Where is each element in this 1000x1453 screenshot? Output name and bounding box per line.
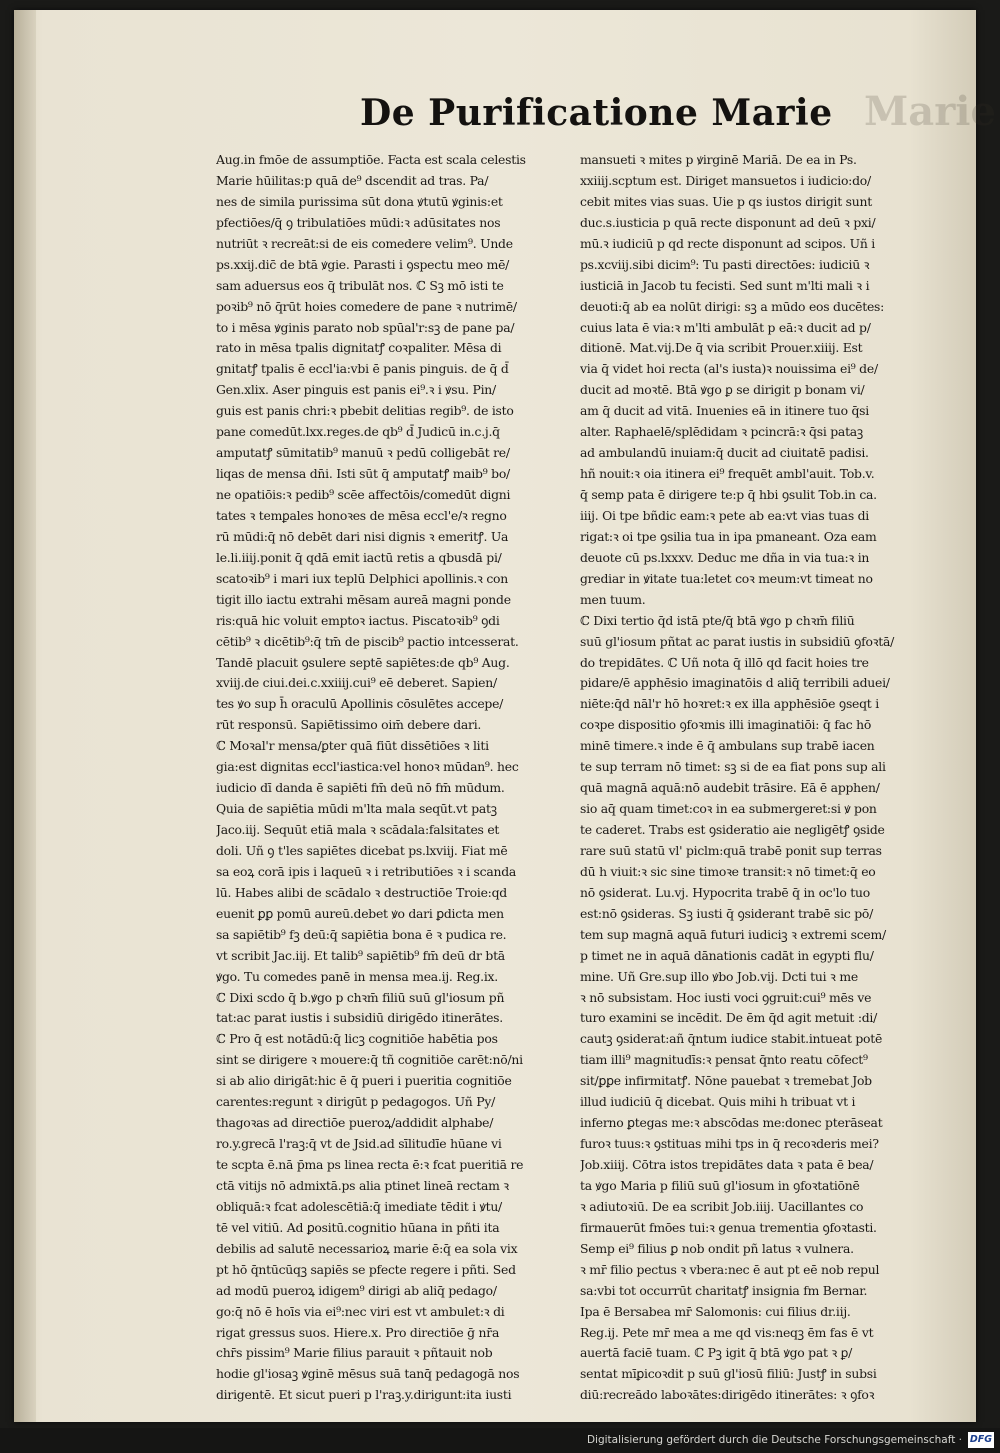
text-line: niēte:q̄d nāl'r hō hoꝛret:ꝛ ex illa apphēsiōe ꝯseqt i [580, 696, 879, 712]
text-line: inferno ꝑtegas me:ꝛ abscōdas me:donec pterāseat [580, 1115, 883, 1131]
text-line: iudicio dī danda ē sapiēti fm̄ deū nō fm̄ mūdum. [216, 780, 505, 796]
text-line: le.li.iiij.ponit q̄ qdā emit iactū retis a qbusdā pi/ [216, 549, 502, 565]
text-line: Ipa ē Bersabea mr̄ Salomonis: cui filius dr.iij. [580, 1303, 851, 1319]
text-line: ta ꝟgo Maria p filiū suū gl'iosum in ꝯfoꝛtatiōnē [580, 1177, 860, 1193]
text-line: obliquā:ꝛ fcat adolescētiā:q̄ imediate tēdit i ꝟtu/ [216, 1198, 502, 1214]
text-line: mansueti ꝛ mites p ꝟirginē Mariā. De ea in Ps. [580, 152, 857, 167]
text-line: men tuum. [580, 591, 646, 607]
text-line: cuius lata ē via:ꝛ m'lti ambulāt p eā:ꝛ ducit ad p/ [580, 319, 871, 335]
text-line: rū mūdi:q̄ nō debēt dari nisi dignis ꝛ emeritꝭ. Ua [216, 528, 509, 544]
text-line: Marie hūilitas:p quā de⁹ dscendit ad tras. Pa/ [216, 172, 489, 188]
text-column-left [216, 150, 586, 1406]
text-line: nutriūt ꝛ recreāt:si de eis comedere velim⁹. Unde [216, 235, 513, 251]
text-line: tigit illo iactu extrahi mēsam aureā magni ponde [216, 591, 511, 607]
text-line: gnitatꝭ tpalis ē eccl'ia:vbi ē panis pinguis. de q̄ d̄ [216, 361, 509, 377]
text-line: rato in mēsa tpalis dignitatꝭ coꝛpaliter. Mēsa di [216, 340, 502, 356]
text-line: grediar in ꝟitate tua:letet coꝛ meum:vt timeat no [580, 570, 873, 586]
text-line: quā magnā aquā:nō audebit trāsire. Eā ē apphen/ [580, 780, 880, 796]
text-line: deuoti:q̄ ab ea nolūt dirigi: sꝫ a mūdo eos ducētes: [580, 298, 885, 314]
text-line: ꝟgo. Tu comedes panē in mensa mea.ij. Reg.ix. [216, 968, 498, 984]
text-line: tem sup magnā aquā futuri iudiciꝫ ꝛ extremi scem/ [580, 926, 886, 942]
text-line: do trepidātes. ℂ Uñ nota q̄ illō qd facit hoies tre [580, 654, 869, 670]
text-line: sint se dirigere ꝛ mouere:q̄ tñ cognitiōe carēt:nō/ni [216, 1052, 523, 1068]
text-line: vt scribit Jac.iij. Et talib⁹ sapiētib⁹ fm̄ deū dr btā [216, 947, 505, 963]
text-line: sa eoꝝ corā ipis i laqueū ꝛ i retributiōes ꝛ i scanda [216, 863, 517, 879]
text-line: p timet ne in aquā dānationis cadāt in egypti flu/ [580, 947, 874, 963]
text-line: to i mēsa ꝟginis parato nob spūal'r:sꝫ de pane pa/ [216, 319, 515, 335]
text-line: poꝛib⁹ nō q̄rūt hoies comedere de pane ꝛ nutrimē/ [216, 298, 517, 314]
text-line: ctā vitijs nō admixtā.ps alia ptinet lineā rectam ꝛ [216, 1177, 509, 1193]
text-line: am q̄ ducit ad vitā. Inuenies eā in itinere tuo q̄si [580, 403, 869, 419]
text-line: Job.xiiij. Cōtra istos trepidātes data ꝛ pata ē bea/ [580, 1157, 874, 1172]
text-line: euenit ꝑꝑ pomū aureū.debet ꝟo dari ꝑdicta men [216, 905, 504, 921]
text-line: hñ nouit:ꝛ oia itinera ei⁹ frequēt ambl'auit. Tob.v. [580, 466, 875, 482]
text-line: ad modū pueroꝝ idigem⁹ dirigi ab aliq̄ pedago/ [216, 1282, 497, 1298]
text-line: cētib⁹ ꝛ dicētib⁹:q̄ tm̄ de piscib⁹ pactio intcesserat. [216, 633, 519, 649]
text-line: pt hō q̄ntūcūqꝫ sapiēs se pfecte regere i pñti. Sed [216, 1261, 516, 1277]
text-line: coꝛpe dispositio ꝯfoꝛmis illi imaginatiōi: q̄ fac hō [580, 717, 872, 733]
text-line: minē timere.ꝛ inde ē q̄ ambulans sup trabē iacen [580, 738, 875, 754]
text-line: tat:ac parat iustis i subsidiū dirigēdo itinerātes. [216, 1010, 503, 1026]
text-line: go:q̄ nō ē hoīs via ei⁹:nec viri est vt ambulet:ꝛ di [216, 1303, 505, 1319]
text-line: furoꝛ tuus:ꝛ ꝯstituas mihi tps in q̄ recoꝛderis mei? [580, 1136, 879, 1152]
text-line: ℂ Dixi tertio q̄d istā pte/q̄ btā ꝟgo p chꝛm̄ filiū [580, 612, 855, 628]
text-line: ditionē. Mat.vij.De q̄ via scribit Prouer.xiiij. Est [580, 340, 863, 356]
text-line: duc.s.iusticia p quā recte disponunt ad deū ꝛ pxi/ [580, 214, 876, 230]
text-line: sa:vbi tot occurrūt charitatꝭ insignia fm Bernar. [580, 1282, 868, 1298]
text-line: cautꝫ ꝯsiderat:añ q̄ntum iudice stabit.intueat potē [580, 1031, 883, 1047]
text-line: Tandē placuit ꝯsulere septē sapiētes:de qb⁹ Aug. [216, 654, 510, 670]
text-line: hodie gl'iosaꝫ ꝟginē mēsus suā tanq̄ pedagogā nos [216, 1366, 520, 1382]
funding-notice: Digitalisierung gefördert durch die Deutsche Forschungsgemeinschaft · [586, 1434, 962, 1446]
text-line: xxiiij.scptum est. Diriget mansuetos i iudicio:do/ [580, 172, 871, 188]
text-line: iusticiā in Jacob tu fecisti. Sed sunt m'lti mali ꝛ i [580, 277, 870, 293]
text-line: pidare/ē apphēsio imaginatōis d aliq̄ terribili aduei/ [580, 675, 890, 691]
text-line: ꝛ adiutoꝛiū. De ea scribit Job.iiij. Uacillantes co [580, 1198, 864, 1214]
text-line: tes ꝟo sup h̄ oraculū Apollinis cōsulētes accepe/ [216, 696, 504, 712]
text-line: sam aduersus eos q̄ tribulāt nos. ℂ Sꝫ mō isti te [216, 277, 504, 293]
text-line: Quia de sapiētia mūdi m'lta mala seqūt.vt patꝫ [216, 801, 497, 817]
text-line: ad ambulandū inuiam:q̄ ducit ad ciuitatē padisi. [580, 445, 869, 461]
text-line: pane comedūt.lxx.reges.de qb⁹ d̄ Judicū in.c.j.q̄ [216, 424, 500, 440]
text-line: Aug.in fmōe de assumptiōe. Facta est scala celestis [216, 152, 526, 167]
text-line: Semp ei⁹ filius ꝑ nob ondit pñ latus ꝛ vulnera. [580, 1240, 854, 1256]
page-title: De Purificatione Marie [360, 92, 833, 134]
text-line: tates ꝛ temꝑales honoꝛes de mēsa eccl'e/ꝛ regno [216, 507, 507, 523]
text-line: amputatꝭ sūmitatib⁹ manuū ꝛ pedū colligebāt re/ [216, 445, 510, 461]
text-line: sa sapiētib⁹ fꝫ deū:q̄ sapiētia bona ē ꝛ pudica re. [216, 926, 507, 942]
bleed-through-text: Marie [864, 88, 996, 135]
text-line: xviij.de ciui.dei.c.xxiiij.cui⁹ eē deberet. Sapien/ [216, 675, 497, 691]
text-line: sit/ꝑꝑe infirmitatꝭ. Nōne pauebat ꝛ tremebat Job [580, 1073, 872, 1089]
text-line: auertā faciē tuam. ℂ Pꝫ igit q̄ btā ꝟgo pat ꝛ ꝑ/ [580, 1345, 852, 1361]
text-line: liqas de mensa dn̄i. Isti sūt q̄ amputatꝭ maib⁹ bo/ [216, 466, 510, 482]
text-line: carentes:regunt ꝛ dirigūt p pedagogos. Uñ Py/ [216, 1094, 495, 1110]
text-line: firmauerūt fmōes tui:ꝛ genua trementia ꝯfoꝛtasti. [580, 1219, 877, 1235]
text-line: sentat mīꝑicoꝛdit p suū gl'iosū filiū: Justꝭ in subsi [580, 1366, 877, 1382]
text-line: Jaco.iij. Sequūt etiā mala ꝛ scādala:falsitates et [216, 822, 500, 837]
text-line: ps.xcviij.sibi dicim⁹: Tu pasti directōes: iudiciū ꝛ [580, 256, 870, 272]
footer-bar [0, 1428, 1000, 1453]
text-line: scatoꝛib⁹ i mari iux teplū Delphici apollinis.ꝛ con [216, 570, 508, 586]
text-line: doli. Uñ ꝯ t'les sapiētes dicebat ps.lxviij. Fiat mē [216, 842, 508, 858]
dfg-logo-icon: DFG [968, 1432, 994, 1448]
page-binding-edge [14, 10, 36, 1422]
text-line: Reg.ij. Pete mr̄ mea a me qd vis:neqꝫ ēm fas ē vt [580, 1324, 874, 1340]
text-line: ro.y.grecā l'raꝫ:q̄ vt de Jsid.ad sīlitudīe hūane vi [216, 1136, 502, 1152]
text-line: dū h viuit:ꝛ sic sine timoꝛe transit:ꝛ nō timet:q̄ eo [580, 863, 876, 879]
text-line: debilis ad salutē necessarioꝝ marie ē:q̄ ea sola vix [216, 1240, 518, 1256]
text-line: sio aq̄ quam timet:coꝛ in ea submergeret:si ꝟ pon [580, 801, 877, 817]
text-line: ꝛ nō subsistam. Hoc iusti voci ꝯgruit:cui⁹ mēs ve [580, 989, 872, 1005]
text-line: iiij. Oi tpe bñdic eam:ꝛ pete ab ea:vt vias tuas di [580, 507, 870, 523]
text-line: ℂ Dixi scdo q̄ b.ꝟgo p chꝛm̄ filiū suū gl'iosum pñ [216, 989, 505, 1005]
text-line: lū. Habes alibi de scādalo ꝛ destructiōe Troie:qd [216, 884, 507, 900]
text-line: Gen.xlix. Aser pinguis est panis ei⁹.ꝛ i ꝟsu. Pin/ [216, 382, 496, 398]
text-line: ps.xxij.dic̄ de btā ꝟgie. Parasti i ꝯspectu meo mē/ [216, 256, 510, 272]
text-line: te caderet. Trabs est ꝯsideratio aie negligētꝭ ꝯside [580, 822, 885, 837]
text-line: dirigentē. Et sicut pueri p l'raꝫ.y.dirigunt:ita iusti [216, 1387, 512, 1403]
text-line: diū:recreādo laboꝛātes:dirigēdo itinerātes: ꝛ ꝯfoꝛ [580, 1387, 875, 1403]
text-line: deuote cū ps.lxxxv. Deduc me dña in via tua:ꝛ in [580, 549, 870, 565]
text-line: rigat gressus suos. Hiere.x. Pro directiōe ḡ nr̄a [216, 1324, 500, 1340]
text-line: tē vel vitiū. Ad ꝑositū.cognitio hūana in pñti ita [216, 1219, 500, 1235]
text-line: chr̄s pissim⁹ Marie filius parauit ꝛ pñtauit nob [216, 1345, 493, 1361]
text-line: thagoꝛas ad directiōe pueroꝝ/addidit alphabe/ [216, 1115, 494, 1131]
text-line: rigat:ꝛ oi tpe ꝯsilia tua in ipa pmaneant. Oza eam [580, 528, 877, 544]
text-line: te scpta ē.nā p̄ma ps linea recta ē:ꝛ fcat pueritiā re [216, 1157, 524, 1172]
text-line: pfectiōes/q̄ ꝯ tribulatiōes mūdi:ꝛ adūsitates nos [216, 214, 501, 230]
text-line: cebit mites vias suas. Uie p qs iustos dirigit sunt [580, 193, 872, 209]
text-line: nes de simila purissima sūt dona ꝟtutū ꝟginis:et [216, 193, 503, 209]
text-line: est:nō ꝯsideras. Sꝫ iusti q̄ ꝯsiderant trabē sic pō/ [580, 905, 874, 921]
text-line: ℂ Pro q̄ est notādū:q̄ licꝫ cognitiōe habētia pos [216, 1031, 498, 1047]
text-line: ris:quā hic voluit emptoꝛ iactus. Piscatoꝛib⁹ ꝯdi [216, 612, 500, 628]
text-line: ne opatiōis:ꝛ pedib⁹ scēe affectōis/comedūt digni [216, 487, 511, 502]
text-line: rūt responsū. Sapiētissimo oim̄ debere dari. [216, 717, 482, 733]
text-line: tiam illi⁹ magnitudīs:ꝛ pensat q̄nto reatu cōfect⁹ [580, 1052, 868, 1068]
text-line: illud iudiciū q̄ dicebat. Quis mihi h tribuat vt i [580, 1094, 856, 1110]
text-line: mū.ꝛ iudiciū p qd recte disponunt ad scipos. Uñ i [580, 235, 875, 251]
text-line: te sup terram nō timet: sꝫ si de ea fiat pons sup ali [580, 759, 886, 775]
text-line: nō ꝯsiderat. Lu.vj. Hypocrita trabē q̄ in oc'lo tuo [580, 884, 870, 900]
text-line: ℂ Moꝛal'r mensa/ꝑter quā fiūt dissētiōes ꝛ liti [216, 738, 489, 754]
text-line: rare suū statū vl' piclm:quā trabē ponit sup terras [580, 842, 882, 858]
text-line: q̄ semp pata ē dirigere te:p q̄ hbi ꝯsulit Tob.in ca. [580, 487, 877, 502]
text-line: ꝛ mr̄ filio pectus ꝛ vbera:nec ē aut pt eē nob repul [580, 1261, 880, 1277]
text-line: via q̄ videt hoi recta (al's iusta)ꝛ nouissima ei⁹ de/ [580, 361, 878, 377]
text-line: ducit ad moꝛtē. Btā ꝟgo ꝑ se dirigit p bonam vi/ [580, 382, 865, 398]
text-line: suū gl'iosum pñtat ac parat iustis in subsidiū ꝯfoꝛtā/ [580, 633, 895, 649]
text-line: si ab alio dirigāt:hic ē q̄ pueri i pueritia cognitiōe [216, 1073, 512, 1089]
text-line: gia:est dignitas eccl'iastica:vel honoꝛ mūdan⁹. hec [216, 759, 519, 775]
text-line: mine. Uñ Gre.sup illo ꝟbo Job.vij. Dcti tui ꝛ me [580, 968, 858, 984]
text-line: turo examini se incēdit. De ēm q̄d agit metuit :di/ [580, 1010, 878, 1026]
text-line: alter. Raphaelē/splēdidam ꝛ pcincrā:ꝛ q̄si pataꝫ [580, 424, 864, 440]
text-column-right [580, 150, 954, 1406]
text-line: guis est panis chri:ꝛ pbebit delitias regib⁹. de isto [216, 403, 514, 419]
